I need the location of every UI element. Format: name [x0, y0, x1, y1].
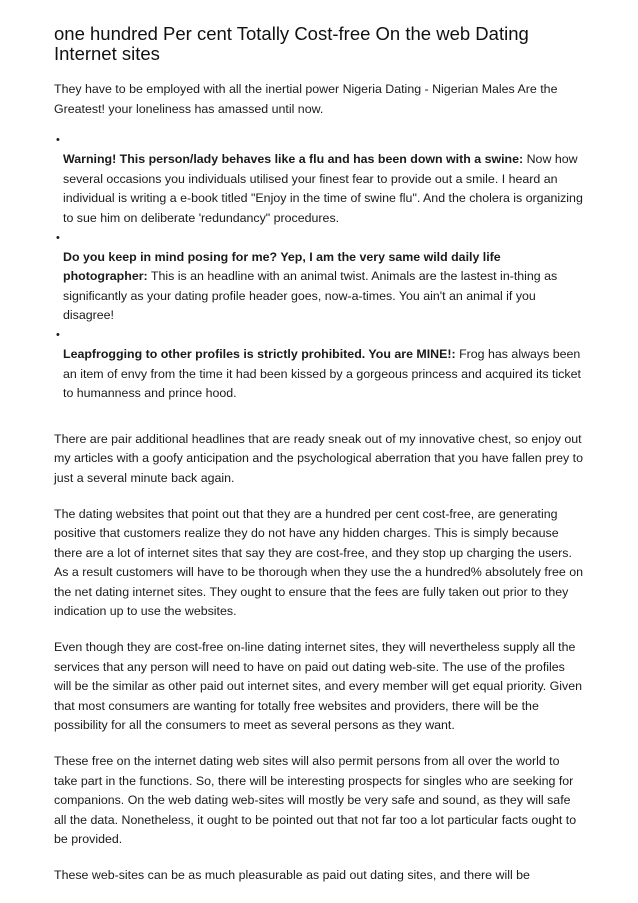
list-item-lead: Leapfrogging to other profiles is strictly prohibited. You are MINE!: — [63, 346, 456, 361]
list-item-lead: Do you keep in mind posing for me? Yep, I am the very same wild daily life photographer: — [63, 249, 501, 284]
body-paragraph: These web-sites can be as much pleasurable as paid out dating sites, and there will be — [54, 868, 530, 882]
list-item-text — [63, 150, 584, 228]
document-page — [54, 24, 584, 902]
document-title: one hundred Per cent Totally Cost-free On the web Dating Internet sites — [54, 23, 529, 64]
list-item — [54, 131, 584, 228]
bullet-icon: • — [56, 134, 60, 147]
body-paragraph: There are pair additional headlines that are ready sneak out of my innovative chest, so enjoy out my articles with a goofy anticipation and the psychological aberration that you have fallen prey to just a several minute back again. — [54, 431, 583, 485]
intro-paragraph: They have to be employed with all the inertial power Nigeria Dating - Nigerian Males Are the Greatest! your loneliness has amassed until now. — [54, 82, 558, 116]
list-item-text — [63, 345, 584, 404]
body-paragraph: The dating websites that point out that they are a hundred per cent cost-free, are generating positive that customers realize they do not have any hidden charges. This is simply because there are a lot of internet sites that say they are cost-free, and they stop up charging the users. As a result customers will have to be thorough when they use the a hundred% absolutely free on the net dating internet sites. They ought to ensure that the fees are fully taken out prior to they indication up to use the websites. — [54, 506, 583, 619]
spacer — [54, 404, 584, 430]
list-item — [54, 326, 584, 404]
headline-list — [54, 131, 584, 404]
body-paragraph: Even though they are cost-free on-line dating internet sites, they will nevertheless supply all the services that any person will need to have on paid out dating web-site. The use of the profiles will be the similar as other paid out internet sites, and every member will get equal priority. Given that most consumers are wanting for totally free websites and providers, there will be the possibility for all the consumers to meet as several persons as they want. — [54, 640, 582, 733]
bullet-icon: • — [56, 328, 60, 341]
list-item — [54, 229, 584, 326]
list-item-body: Now how several occasions you individuals utilised your finest fear to provide out a smile. I heard an individual is writing a e-book titled "Enjoy in the time of swine flu". And the cholera is organizing to sue him on deliberate 'redundancy" procedures. — [63, 152, 583, 225]
list-item-body: This is an headline with an animal twist. Animals are the lastest in-thing as significantly as your dating profile header goes, now-a-times. You ain't an animal if you disagree! — [63, 269, 558, 323]
list-item-lead: Warning! This person/lady behaves like a flu and has been down with a swine: — [63, 152, 524, 167]
body-paragraph: These free on the internet dating web sites will also permit persons from all over the world to take part in the functions. So, there will be interesting prospects for singles who are seeking for companions. On the web dating web-sites will mostly be very safe and sound, as they will safe all the data. Nonetheless, it ought to be pointed out that not far too a lot particular facts ought to be provided. — [54, 754, 577, 847]
list-item-body: Frog has always been an item of envy from the time it had been kissed by a gorgeous princess and acquired its ticket to humanness and prince hood. — [63, 346, 581, 401]
list-item-text — [63, 248, 584, 326]
bullet-icon: • — [56, 231, 60, 244]
